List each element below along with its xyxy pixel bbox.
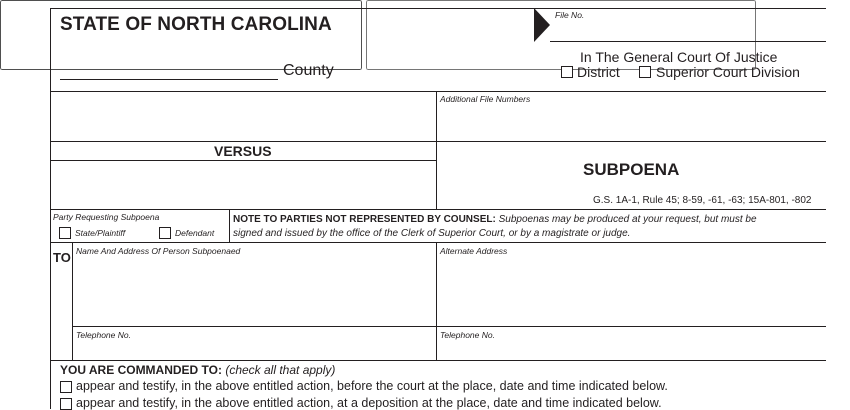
additional-file-numbers-label: Additional File Numbers (440, 94, 531, 104)
party-requesting-label: Party Requesting Subpoena (53, 212, 160, 222)
plaintiff-name-input[interactable] (55, 100, 431, 136)
telephone-line-right (436, 326, 826, 327)
versus-line-left (50, 141, 436, 142)
defendant-checkbox[interactable] (159, 227, 171, 239)
alternate-address-label: Alternate Address (440, 246, 508, 256)
versus-label: VERSUS (214, 143, 272, 159)
appear-court-checkbox[interactable] (60, 381, 72, 393)
to-divider (72, 242, 73, 360)
state-title: STATE OF NORTH CAROLINA (60, 14, 332, 35)
defendant-label: Defendant (175, 228, 215, 238)
subpoena-title: SUBPOENA (583, 160, 680, 179)
commanded-heading (60, 363, 335, 377)
statute-text: G.S. 1A-1, Rule 45; 8-59, -61, -63; 15A-801, -802 (593, 195, 812, 206)
telephone-label-right: Telephone No. (440, 330, 495, 340)
party-divider (229, 209, 230, 242)
name-address-label: Name And Address Of Person Subpoenaed (76, 246, 241, 256)
file-no-input[interactable] (552, 22, 824, 40)
superior-court-label: Superior Court Division (656, 64, 800, 80)
versus-line-right (436, 141, 826, 142)
appear-deposition-option: appear and testify, in the above entitled action, at a deposition at the place, date and time indicated below. (76, 396, 662, 410)
to-label: TO (53, 250, 71, 265)
versus-bottom-line (50, 160, 436, 161)
caption-top-line (50, 91, 826, 92)
defendant-name-input[interactable] (55, 166, 431, 204)
state-plaintiff-label: State/Plaintiff (75, 228, 126, 238)
file-no-arrow-icon (534, 8, 550, 42)
additional-file-numbers-input[interactable] (440, 106, 824, 136)
state-plaintiff-checkbox[interactable] (59, 227, 71, 239)
county-underline (60, 79, 278, 80)
commanded-heading-bold: YOU ARE COMMANDED TO: (60, 363, 222, 377)
file-no-underline (550, 41, 826, 42)
appear-deposition-checkbox[interactable] (60, 398, 72, 410)
court-title: In The General Court Of Justice (580, 49, 778, 65)
telephone-input-left[interactable] (76, 342, 432, 358)
district-label: District (577, 64, 620, 80)
county-input[interactable] (60, 62, 278, 78)
note-line-1 (233, 214, 757, 225)
appear-court-option: appear and testify, in the above entitled action, before the court at the place, date and time indicated below. (76, 379, 668, 393)
note-line-2: signed and issued by the office of the Clerk of Superior Court, or by a magistrate or judge. (233, 228, 631, 239)
county-label: County (283, 62, 334, 79)
note-italic-1: Subpoenas may be produced at your request, but must be (495, 214, 757, 225)
telephone-label-left: Telephone No. (76, 330, 131, 340)
to-middle-divider (436, 242, 437, 360)
party-top-line (50, 209, 826, 210)
superior-court-checkbox[interactable] (639, 66, 651, 78)
commanded-top-line (50, 360, 826, 361)
district-checkbox[interactable] (561, 66, 573, 78)
to-top-line (50, 242, 826, 243)
telephone-line-left (72, 326, 436, 327)
commanded-heading-italic: (check all that apply) (222, 363, 336, 377)
caption-divider (436, 91, 437, 209)
telephone-input-right[interactable] (440, 342, 824, 358)
file-no-label: File No. (555, 10, 585, 20)
top-border (50, 8, 826, 9)
note-bold: NOTE TO PARTIES NOT REPRESENTED BY COUNSEL: (233, 214, 496, 225)
